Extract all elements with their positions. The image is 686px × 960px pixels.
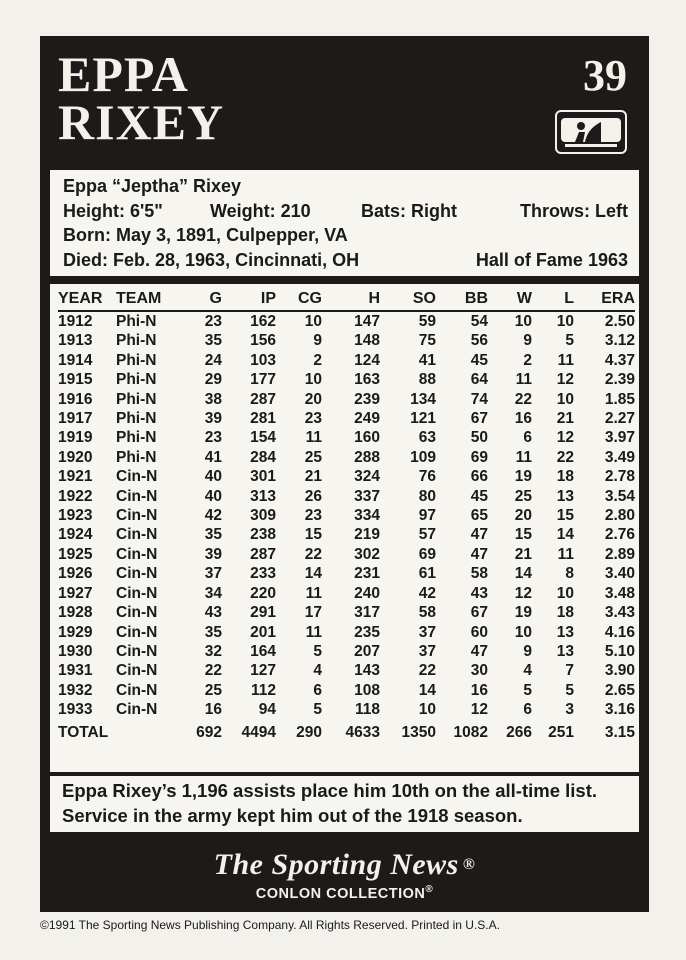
table-cell: 2.78 (604, 468, 635, 486)
table-cell: 13 (556, 623, 574, 641)
table-cell: 45 (470, 351, 488, 369)
table-cell: 287 (250, 545, 276, 563)
table-row (58, 331, 635, 350)
table-cell: Cin-N (116, 604, 158, 622)
table-cell: 25 (514, 487, 532, 505)
trivia-note: Eppa Rixey’s 1,196 assists place him 10th on the all-time list. Service in the army kept him out of the 1918 season. (50, 776, 639, 832)
table-cell: 288 (354, 448, 380, 466)
total-cell: 4494 (241, 723, 276, 741)
table-row (58, 642, 635, 661)
table-cell: 287 (250, 390, 276, 408)
column-header: SO (380, 288, 436, 311)
table-cell: 21 (304, 468, 322, 486)
table-cell: 1927 (58, 584, 93, 602)
table-cell: 1931 (58, 662, 93, 680)
table-cell: 59 (418, 313, 436, 330)
table-cell: 7 (565, 662, 574, 680)
table-cell: 22 (304, 545, 322, 563)
table-cell: 1920 (58, 448, 93, 466)
table-cell: 1916 (58, 390, 93, 408)
stats-header-row (58, 288, 635, 311)
table-cell: 2 (523, 351, 532, 369)
table-row (58, 311, 635, 331)
table-cell: 15 (556, 507, 574, 525)
table-cell: 50 (470, 429, 488, 447)
table-cell: 10 (556, 390, 574, 408)
table-cell: 19 (514, 604, 532, 622)
table-cell: 112 (250, 681, 276, 699)
table-cell: 43 (470, 584, 488, 602)
table-cell: 127 (250, 662, 276, 680)
card-number: 39 (583, 51, 627, 100)
table-cell: 5 (523, 681, 532, 699)
table-cell: 69 (470, 448, 488, 466)
copyright: ©1991 The Sporting News Publishing Company. All Rights Reserved. Printed in U.S.A. (40, 918, 500, 932)
table-cell: Cin-N (116, 468, 158, 486)
table-cell: 11 (515, 448, 532, 466)
table-cell: 45 (470, 487, 488, 505)
table-cell: 47 (470, 526, 488, 544)
table-cell: 124 (354, 351, 380, 369)
table-row (58, 448, 635, 467)
table-cell: 56 (470, 332, 488, 350)
table-cell: 16 (204, 701, 222, 719)
table-cell: 37 (418, 623, 436, 641)
table-cell: 5.10 (604, 642, 635, 660)
table-cell: 5 (565, 332, 574, 350)
table-cell: 4 (313, 662, 322, 680)
total-cell: 3.15 (604, 723, 635, 741)
table-cell: 313 (250, 487, 276, 505)
table-cell: 3.12 (604, 332, 635, 350)
table-cell: 69 (418, 545, 436, 563)
player-first-name: EPPA (58, 46, 189, 102)
table-cell: 109 (410, 448, 436, 466)
table-row (58, 661, 635, 680)
table-cell: 1923 (58, 507, 93, 525)
table-cell: 148 (354, 332, 380, 350)
table-cell: 284 (250, 448, 276, 466)
table-cell: 12 (514, 584, 532, 602)
table-cell: 39 (204, 410, 222, 428)
table-cell: Phi-N (116, 351, 157, 369)
table-cell: 240 (354, 584, 380, 602)
brand-collection: CONLON COLLECTION® (255, 884, 434, 902)
table-cell: 219 (354, 526, 380, 544)
table-cell: 67 (470, 604, 488, 622)
table-cell: 143 (354, 662, 380, 680)
table-cell: 38 (204, 390, 222, 408)
table-cell: 47 (470, 642, 488, 660)
table-cell: 22 (204, 662, 222, 680)
table-cell: 3.90 (604, 662, 635, 680)
table-cell: 1917 (58, 410, 93, 428)
table-cell: 1913 (58, 332, 93, 350)
table-row (58, 506, 635, 525)
table-cell: Phi-N (116, 448, 157, 466)
column-header: IP (222, 288, 276, 311)
table-cell: 67 (470, 410, 488, 428)
table-cell: 22 (556, 448, 574, 466)
table-cell: 6 (523, 429, 532, 447)
table-cell: 11 (305, 584, 322, 602)
table-row (58, 351, 635, 370)
table-cell: 97 (418, 507, 436, 525)
table-cell: 10 (514, 313, 532, 330)
table-cell: 10 (556, 584, 574, 602)
table-cell: 220 (250, 584, 276, 602)
table-cell: 40 (204, 468, 222, 486)
table-cell: Cin-N (116, 681, 158, 699)
table-cell: Phi-N (116, 332, 157, 350)
table-cell: 11 (515, 371, 532, 389)
table-cell: 249 (354, 410, 380, 428)
table-cell: 1933 (58, 701, 93, 719)
table-cell: 43 (204, 604, 222, 622)
total-cell: TOTAL (58, 723, 109, 741)
table-cell: Phi-N (116, 371, 157, 389)
table-cell: 3.40 (604, 565, 635, 583)
full-name: Eppa “Jeptha” Rixey (63, 176, 242, 196)
table-cell: 1926 (58, 565, 93, 583)
table-cell: 63 (418, 429, 436, 447)
table-cell: 1.85 (604, 390, 635, 408)
table-cell: 26 (304, 487, 322, 505)
table-cell: 2.89 (604, 545, 635, 563)
table-cell: 1928 (58, 604, 93, 622)
stats-table (58, 288, 635, 746)
table-cell: 9 (523, 332, 532, 350)
table-row (58, 700, 635, 719)
table-row (58, 467, 635, 486)
total-cell: 1350 (401, 723, 436, 741)
table-row (58, 603, 635, 622)
table-cell: 80 (418, 487, 436, 505)
table-cell: 35 (204, 623, 222, 641)
table-row (58, 428, 635, 447)
table-cell: 34 (204, 584, 222, 602)
table-cell: 154 (250, 429, 276, 447)
table-row (58, 525, 635, 544)
table-cell: 47 (470, 545, 488, 563)
table-cell: 1929 (58, 623, 93, 641)
table-cell: 2.27 (604, 410, 635, 428)
table-cell: Phi-N (116, 390, 157, 408)
table-cell: 42 (418, 584, 436, 602)
table-cell: 88 (418, 371, 436, 389)
table-cell: 302 (354, 545, 380, 563)
table-cell: 16 (514, 410, 532, 428)
table-cell: 94 (258, 701, 276, 719)
table-cell: Phi-N (116, 410, 157, 428)
total-row (58, 720, 635, 746)
table-cell: 11 (305, 429, 322, 447)
table-cell: 76 (418, 468, 436, 486)
table-cell: 2.76 (604, 526, 635, 544)
table-cell: 14 (304, 565, 322, 583)
brand-footer (40, 848, 649, 902)
table-cell: 10 (514, 623, 532, 641)
table-cell: 134 (410, 390, 436, 408)
column-header: ERA (574, 288, 635, 311)
table-cell: 22 (514, 390, 532, 408)
table-cell: 23 (204, 429, 222, 447)
table-cell: 103 (250, 351, 276, 369)
table-cell: 42 (204, 507, 222, 525)
table-cell: 1932 (58, 681, 93, 699)
table-cell: 238 (250, 526, 276, 544)
table-cell: 12 (470, 701, 488, 719)
table-cell: 1912 (58, 313, 93, 330)
table-cell: 334 (354, 507, 380, 525)
table-cell: Cin-N (116, 623, 158, 641)
table-cell: 108 (354, 681, 380, 699)
born: Born: May 3, 1891, Culpepper, VA (63, 225, 348, 245)
table-cell: 58 (418, 604, 436, 622)
column-header: YEAR (58, 288, 116, 311)
table-cell: 163 (354, 371, 380, 389)
table-cell: 8 (565, 565, 574, 583)
table-cell: 201 (250, 623, 276, 641)
table-cell: 3.48 (604, 584, 635, 602)
table-cell: 309 (250, 507, 276, 525)
table-cell: 239 (354, 390, 380, 408)
table-cell: 160 (354, 429, 380, 447)
table-cell: 75 (418, 332, 436, 350)
table-cell: 35 (204, 526, 222, 544)
table-cell: 19 (514, 468, 532, 486)
table-cell: 4.16 (604, 623, 635, 641)
throws: Throws: Left (520, 200, 628, 221)
table-cell: Cin-N (116, 662, 158, 680)
table-cell: 22 (418, 662, 436, 680)
table-cell: 61 (418, 565, 436, 583)
column-header: BB (436, 288, 488, 311)
table-cell: 147 (354, 313, 380, 330)
table-cell: 164 (250, 642, 276, 660)
column-header: H (322, 288, 380, 311)
table-cell: 2 (313, 351, 322, 369)
table-cell: 37 (204, 565, 222, 583)
bio-panel (50, 170, 639, 276)
table-cell: 39 (204, 545, 222, 563)
player-last-name: RIXEY (58, 94, 225, 150)
table-cell: 317 (354, 604, 380, 622)
mlb-logo-icon (555, 110, 627, 154)
table-cell: 10 (304, 313, 322, 330)
table-cell: 1924 (58, 526, 93, 544)
table-cell: Cin-N (116, 701, 158, 719)
table-cell: 21 (514, 545, 532, 563)
column-header: L (532, 288, 574, 311)
column-header: TEAM (116, 288, 174, 311)
table-cell: 9 (313, 332, 322, 350)
table-cell: 16 (470, 681, 488, 699)
column-header: W (488, 288, 532, 311)
total-cell: 290 (296, 723, 322, 741)
total-cell: 1082 (453, 723, 488, 741)
table-cell: 2.65 (604, 681, 635, 699)
bats: Bats: Right (361, 200, 457, 221)
table-cell: 1915 (58, 371, 93, 389)
table-cell: 57 (418, 526, 436, 544)
table-cell: Cin-N (116, 545, 158, 563)
player-name (58, 46, 225, 150)
table-cell: 23 (304, 507, 322, 525)
table-cell: 4.37 (604, 351, 635, 369)
table-cell: 281 (250, 410, 276, 428)
table-cell: 11 (557, 545, 574, 563)
table-cell: 4 (523, 662, 532, 680)
table-cell: 3.97 (604, 429, 635, 447)
hall-of-fame: Hall of Fame 1963 (475, 249, 628, 270)
weight: Weight: 210 (210, 200, 311, 221)
table-cell: 3 (565, 701, 574, 719)
table-cell: 1922 (58, 487, 93, 505)
table-cell: 162 (250, 313, 276, 330)
table-cell: Cin-N (116, 526, 158, 544)
table-cell: 6 (313, 681, 322, 699)
table-cell: 6 (523, 701, 532, 719)
table-cell: 156 (250, 332, 276, 350)
table-cell: 1919 (58, 429, 93, 447)
table-row (58, 487, 635, 506)
table-cell: Phi-N (116, 429, 157, 447)
table-cell: 41 (204, 448, 222, 466)
table-cell: 40 (204, 487, 222, 505)
table-row (58, 390, 635, 409)
table-cell: Cin-N (116, 584, 158, 602)
total-cell: 4633 (345, 723, 380, 741)
column-header: G (174, 288, 222, 311)
table-cell: 207 (354, 642, 380, 660)
table-cell: 5 (313, 642, 322, 660)
table-cell: Cin-N (116, 642, 158, 660)
table-row (58, 564, 635, 583)
table-cell: 291 (250, 604, 276, 622)
table-cell: 10 (556, 313, 574, 330)
table-cell: 30 (470, 662, 488, 680)
table-cell: 10 (418, 701, 436, 719)
table-cell: Cin-N (116, 565, 158, 583)
table-cell: 12 (556, 371, 574, 389)
table-cell: 14 (514, 565, 532, 583)
table-cell: Cin-N (116, 487, 158, 505)
table-cell: 13 (556, 487, 574, 505)
table-cell: 2.50 (604, 313, 635, 330)
table-cell: 18 (556, 604, 574, 622)
table-cell: 20 (514, 507, 532, 525)
table-row (58, 623, 635, 642)
table-cell: 60 (470, 623, 488, 641)
table-cell: 20 (304, 390, 322, 408)
brand-title: The Sporting News ® (213, 848, 476, 881)
table-cell: 337 (354, 487, 380, 505)
total-cell: 251 (548, 723, 574, 741)
table-cell: 324 (354, 468, 380, 486)
baseball-card (40, 36, 649, 912)
table-cell: 65 (470, 507, 488, 525)
table-cell: 18 (556, 468, 574, 486)
table-cell: 3.16 (604, 701, 635, 719)
table-cell: 41 (418, 351, 436, 369)
total-cell: 692 (196, 723, 222, 741)
stats-panel (50, 284, 639, 772)
table-cell: 3.49 (604, 448, 635, 466)
table-cell: 11 (305, 623, 322, 641)
total-cell (116, 720, 174, 746)
table-cell: 23 (304, 410, 322, 428)
table-cell: 21 (556, 410, 574, 428)
table-cell: 35 (204, 332, 222, 350)
table-cell: 23 (204, 313, 222, 330)
stats-body (58, 311, 635, 746)
table-cell: 177 (250, 371, 276, 389)
table-cell: 231 (354, 565, 380, 583)
table-cell: 13 (556, 642, 574, 660)
table-cell: 15 (304, 526, 322, 544)
table-cell: 25 (204, 681, 222, 699)
table-cell: 3.54 (604, 487, 635, 505)
table-cell: 5 (565, 681, 574, 699)
table-cell: Phi-N (116, 313, 157, 330)
table-cell: 24 (204, 351, 222, 369)
table-cell: 118 (354, 701, 380, 719)
table-cell: 3.43 (604, 604, 635, 622)
table-cell: 37 (418, 642, 436, 660)
table-cell: 11 (557, 351, 574, 369)
table-cell: 58 (470, 565, 488, 583)
table-cell: 66 (470, 468, 488, 486)
table-cell: Cin-N (116, 507, 158, 525)
table-cell: 17 (304, 604, 322, 622)
table-cell: 1921 (58, 468, 93, 486)
table-cell: 1914 (58, 351, 93, 369)
table-cell: 9 (523, 642, 532, 660)
table-row (58, 584, 635, 603)
table-cell: 233 (250, 565, 276, 583)
died: Died: Feb. 28, 1963, Cincinnati, OH (63, 249, 360, 270)
table-cell: 121 (410, 410, 436, 428)
table-cell: 235 (354, 623, 380, 641)
table-cell: 301 (250, 468, 276, 486)
table-cell: 1930 (58, 642, 93, 660)
table-row (58, 545, 635, 564)
table-cell: 64 (470, 371, 488, 389)
table-cell: 25 (304, 448, 322, 466)
table-cell: 1925 (58, 545, 93, 563)
table-cell: 15 (514, 526, 532, 544)
table-row (58, 370, 635, 389)
table-cell: 12 (556, 429, 574, 447)
table-row (58, 681, 635, 700)
table-row (58, 409, 635, 428)
height: Height: 6'5" (63, 200, 163, 221)
table-cell: 14 (556, 526, 574, 544)
table-cell: 10 (304, 371, 322, 389)
table-cell: 74 (470, 390, 488, 408)
table-cell: 2.80 (604, 507, 635, 525)
column-header: CG (276, 288, 322, 311)
table-cell: 32 (204, 642, 222, 660)
table-cell: 54 (470, 313, 488, 330)
total-cell: 266 (506, 723, 532, 741)
table-cell: 2.39 (604, 371, 635, 389)
table-cell: 5 (313, 701, 322, 719)
table-cell: 14 (418, 681, 436, 699)
table-cell: 29 (204, 371, 222, 389)
